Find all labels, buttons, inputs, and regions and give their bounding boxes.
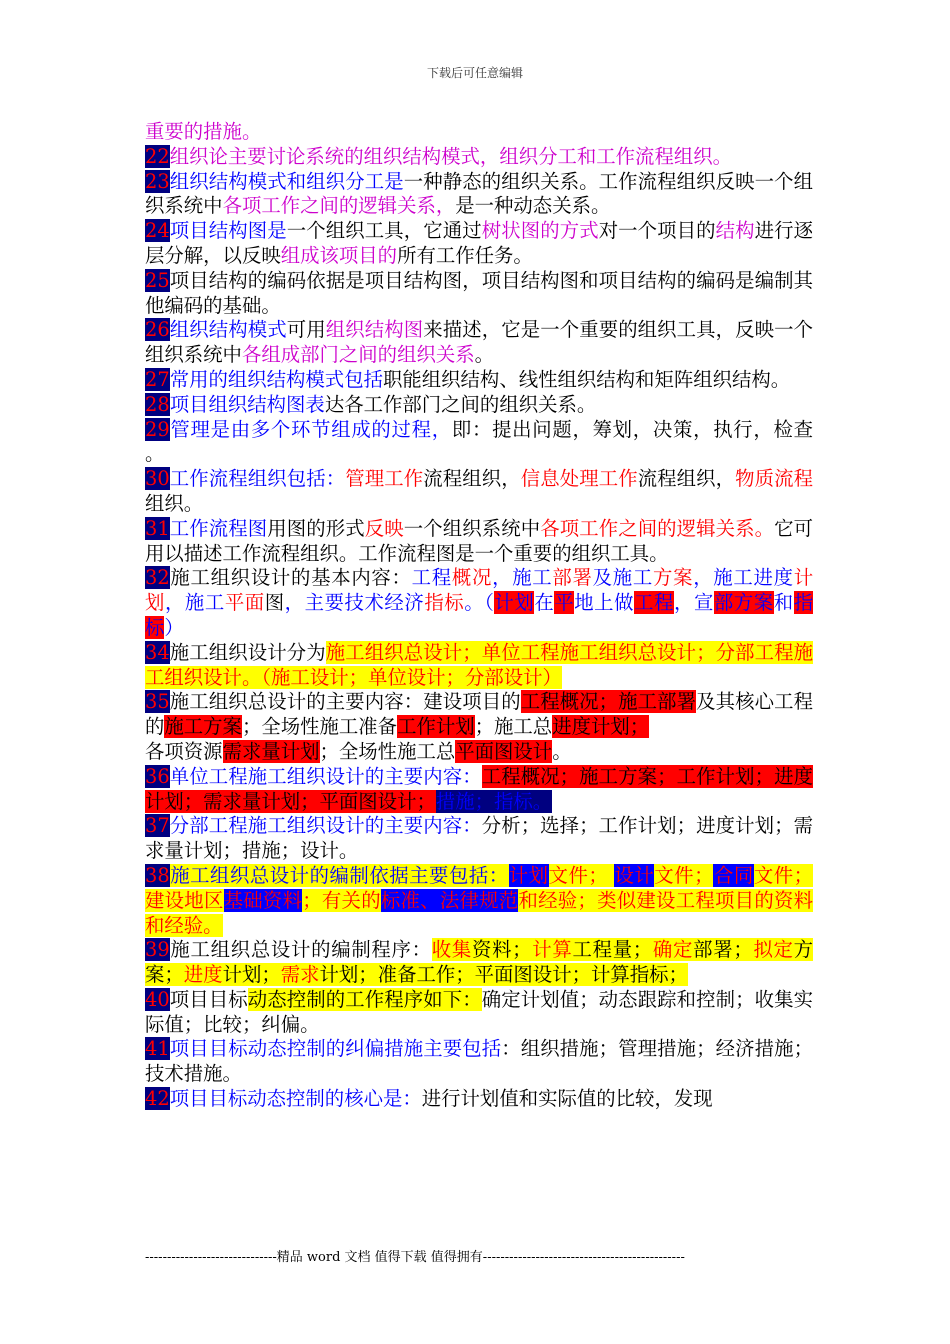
text-run: 是一种动态关系。 [455, 194, 611, 218]
text-run: 措施；指标。 [435, 789, 553, 813]
text-run: 可用 [286, 318, 326, 342]
text-run: 。（ [464, 591, 495, 615]
text-run: 文件； [548, 863, 615, 887]
text-run: 计划 [508, 863, 549, 887]
text-run: ；有关的 [302, 888, 381, 912]
text-run: 设计 [614, 863, 655, 887]
text-run: 所有工作任务。 [397, 243, 533, 267]
paragraph [145, 120, 813, 145]
text-run: 工程 [634, 591, 674, 615]
item-number: 29 [145, 417, 170, 441]
text-run: 图 [264, 591, 285, 615]
text-run: 树状图的方式 [481, 219, 599, 243]
text-run: 流程组织， [423, 467, 521, 491]
text-run: 部署； [693, 938, 753, 962]
paragraph [145, 765, 813, 815]
text-run: 信息处理工作 [520, 467, 638, 491]
text-run: 组织结构模式 [169, 318, 287, 342]
paragraph [145, 145, 813, 170]
text-run: 组织结构图 [325, 318, 424, 342]
text-run: 确定 [652, 938, 694, 962]
text-run: 部署 [552, 566, 593, 590]
paragraph [145, 814, 813, 864]
item-number: 38 [145, 863, 170, 887]
text-run: 项目目标动态控制的核心是： [169, 1087, 422, 1111]
text-run: 项目结构图是 [169, 219, 287, 243]
text-run: 项目结构的编码依据是项目结构图，项目结构图和项目结构的编码是编制其他编码的基础。 [145, 268, 813, 317]
document-body [145, 120, 813, 1112]
text-run: 资料； [471, 938, 532, 962]
text-run: 职能组织结构、线性组织结构和矩阵组织结构。 [382, 367, 791, 391]
text-run: 一种静态的组织关系。工作流程组织反映一个组织系统中 [145, 169, 814, 218]
text-run: 施工组织总设计；单位工程施工组织总设计；分部工程施工组织设计。（施工设计；单位设计；分部设计） [145, 640, 814, 689]
text-run: 组织结构模式，组织分工和工作流程组织。 [363, 144, 733, 168]
text-run: 施工 [512, 566, 553, 590]
item-number: 30 [145, 467, 170, 491]
text-run: 及 [592, 566, 613, 590]
text-run: 项目目标动态控制的纠偏措施主要包括 [169, 1037, 502, 1061]
text-run: ：组织措施；管理措施；经济措施；技术措施。 [145, 1037, 814, 1086]
paragraph [145, 368, 813, 393]
paragraph [145, 988, 813, 1038]
text-run: ，施工 [164, 591, 225, 615]
item-number: 22 [145, 144, 170, 168]
text-run: ；施工总 [474, 715, 553, 739]
item-number: 26 [145, 318, 170, 342]
text-run: 收集 [431, 938, 472, 962]
text-run: 工程 [411, 566, 452, 590]
text-run: 拟定 [752, 938, 794, 962]
text-run: 物质流程 [735, 467, 814, 491]
text-run: 各项工作之间的逻辑关系， [222, 194, 456, 218]
text-run: 概况 [451, 566, 493, 590]
text-run: 分析；选择；工作计划；进度计划；需求量计划；措施；设计。 [145, 814, 814, 863]
text-run: 项目组织结构图表 [169, 392, 325, 416]
text-run: 文件； [654, 863, 714, 887]
paragraph [145, 318, 813, 368]
text-run: 需求量计划 [222, 739, 320, 763]
text-run: 动态控制的工作程序如下： [247, 987, 482, 1011]
paragraph [145, 864, 813, 938]
text-run: 计划； [222, 963, 281, 987]
page-footer: ------------------------------精品 word 文档 值得下载 值得拥有---------------------------------------------- [145, 1250, 685, 1265]
text-run: 工程概况；施工方案；工作计划；进度计划；需求量计划；平面图设计； [145, 764, 814, 813]
text-run: 方案； [145, 938, 814, 987]
paragraph [145, 1037, 813, 1087]
text-run: ） [164, 615, 184, 639]
text-run: 对一个项目的 [598, 219, 716, 243]
text-run: 平面图设计 [455, 739, 553, 763]
item-number: 41 [145, 1037, 170, 1061]
text-run: 合同 [713, 863, 754, 887]
text-run: 地上做 [574, 591, 635, 615]
text-run: 施工 [612, 566, 653, 590]
text-run: 组成该项目的 [280, 243, 398, 267]
item-number: 36 [145, 764, 170, 788]
item-number: 24 [145, 219, 170, 243]
text-run: ，宣 [674, 591, 714, 615]
item-number: 31 [145, 516, 170, 540]
text-run: 指标 [145, 591, 814, 639]
text-run: ；全场性施工准备 [241, 715, 398, 739]
text-run: 计算 [531, 938, 573, 962]
text-run: 。 [474, 343, 495, 367]
text-run: 。 [552, 739, 572, 763]
paragraph [145, 517, 813, 567]
item-number: 42 [145, 1087, 170, 1111]
paragraph [145, 938, 813, 988]
text-run: 计划；准备工作；平面图设计；计算指标； [319, 963, 688, 987]
text-run: 项目目标 [169, 987, 248, 1011]
text-run: 常用的组织结构模式包括 [169, 367, 383, 391]
item-number: 39 [145, 938, 170, 962]
text-run: 施工组织总设计的主要内容：建设项目的 [169, 690, 521, 714]
text-run: 一个组织工具，它通过 [286, 219, 482, 243]
text-run: 确定计划值；动态跟踪和控制；收集实际值；比较；纠偏。 [145, 987, 814, 1036]
text-run: 它可用以描述工作流程组织。工作流程图是一个重要的组织工具。 [145, 516, 814, 565]
item-number: 35 [145, 690, 170, 714]
item-number: 23 [145, 169, 170, 193]
text-run: 各组成部门之间的组织关系 [241, 343, 475, 367]
paragraph [145, 418, 813, 468]
paragraph [145, 566, 813, 640]
text-run: 结构 [715, 219, 755, 243]
text-run: 工作流程图 [169, 516, 268, 540]
text-run: 文件；建设地区 [145, 863, 814, 912]
text-run: 用图的形式 [267, 516, 365, 540]
text-run: 和经验；类似建设工程项目的资料和经验。 [145, 888, 814, 937]
text-run: 基础资料 [223, 888, 303, 912]
text-run: 平面 [224, 591, 265, 615]
text-run: 指标 [424, 591, 465, 615]
text-run: ， [492, 566, 513, 590]
text-run: 部方案 [713, 591, 774, 615]
paragraph [145, 641, 813, 691]
text-run: 管理是由多个环节组成的过程， [169, 417, 452, 441]
item-number: 37 [145, 814, 170, 838]
text-run: 管理工作 [345, 467, 424, 491]
text-run: 施工组织设计分为 [169, 640, 326, 664]
text-run: 达各工作部门之间的组织关系。 [324, 392, 597, 416]
text-run: ；全场性施工总 [319, 739, 456, 763]
item-number: 32 [145, 566, 170, 590]
item-number: 34 [145, 640, 170, 664]
item-number: 28 [145, 392, 170, 416]
text-run: 进行计划值和实际值的比较，发现 [421, 1087, 713, 1111]
paragraph [145, 1087, 813, 1112]
paragraph [145, 393, 813, 418]
text-run: 进行逐层分解，以反映 [145, 219, 814, 267]
text-run: 进度 [183, 963, 223, 987]
text-run: 施工方案 [164, 715, 242, 739]
item-number: 27 [145, 367, 170, 391]
text-run: 分部工程施工组织设计的主要内容： [169, 814, 482, 838]
item-number: 25 [145, 268, 170, 292]
page-header: 下载后可任意编辑 [426, 66, 523, 80]
text-run: 各项资源 [145, 739, 223, 763]
text-run: 施工组织总设计的编制程序： [169, 938, 432, 962]
text-run: 工程量； [572, 938, 653, 962]
text-run: 即：提出问题，筹划，决策，执行，检查 。 [145, 417, 814, 466]
text-run: 进度计划； [552, 715, 650, 739]
text-run: 组织结构模式和组织分工是 [169, 169, 404, 193]
text-run: 工作流程组织包括： [169, 467, 346, 491]
text-run: 标准、法律规范 [380, 888, 519, 912]
text-run: 计划 [145, 566, 814, 615]
text-run: 平 [554, 591, 575, 615]
text-run: 和 [773, 591, 794, 615]
paragraph [145, 219, 813, 269]
text-run: 在 [534, 591, 555, 615]
text-run: 计划 [494, 591, 535, 615]
paragraph [145, 690, 813, 740]
text-run: 施工组织总设计的编制依据主要包括： [169, 863, 509, 887]
text-run: 组织论主要讨论系统的 [169, 144, 364, 168]
text-run: 工程概况；施工部署 [520, 690, 697, 714]
text-run: 重要的措施。 [145, 120, 262, 143]
text-run: 各项工作之间的逻辑关系。 [540, 516, 775, 540]
text-run: 及其核心工程的 [145, 690, 814, 739]
paragraph [145, 740, 813, 765]
text-run: 方案 [652, 566, 694, 590]
paragraph [145, 467, 813, 517]
item-number: 40 [145, 987, 170, 1011]
text-run: 反映 [364, 516, 404, 540]
paragraph [145, 269, 813, 319]
text-run: 一个组织系统中 [403, 516, 541, 540]
paragraph [145, 170, 813, 220]
text-run: 单位工程施工组织设计的主要内容： [169, 764, 482, 788]
text-run: ，施工进度 [693, 566, 794, 590]
text-run: 工作计划 [397, 715, 475, 739]
text-run: 来描述，它是一个重要的组织工具，反映一个组织系统中 [145, 318, 814, 367]
text-run: 施工组织设计的基本内容： [169, 566, 412, 590]
text-run: 组织。 [145, 491, 204, 515]
text-run: 需求 [280, 963, 320, 987]
text-run: ，主要技术经济 [284, 591, 425, 615]
text-run: 流程组织， [637, 467, 736, 491]
